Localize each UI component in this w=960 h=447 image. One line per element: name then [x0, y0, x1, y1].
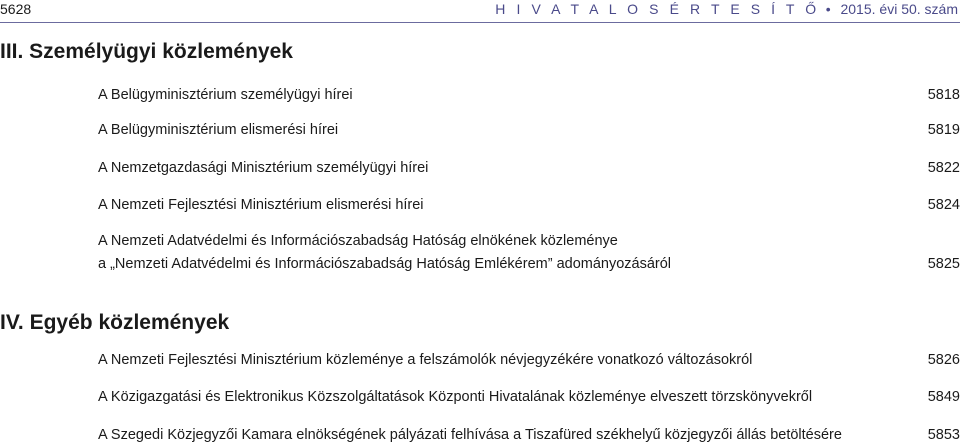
entry-title: A Közigazgatási és Elektronikus Közszolgáltatások Központi Hivatalának közleménye elveszett törzskönyvekről	[98, 389, 813, 405]
entry-page: 5824	[927, 197, 960, 213]
entry-title: A Nemzeti Fejlesztési Minisztérium közleménye a felszámolók névjegyzékére vonatkozó változásokról	[98, 352, 753, 368]
header-rule	[0, 22, 960, 23]
entry-title: A Szegedi Közjegyzői Kamara elnökségének pályázati felhívása a Tiszafüred székhelyű közjegyzői állás betöltésére	[98, 427, 842, 443]
toc-entry[interactable]	[98, 119, 960, 142]
section-title: III. Személyügyi közlemények	[0, 40, 293, 63]
page-header	[0, 0, 960, 20]
section-title: IV. Egyéb közlemények	[0, 311, 230, 334]
entry-title: A Nemzetgazdasági Minisztérium személyügyi hírei	[98, 160, 429, 176]
entry-page: 5819	[927, 122, 960, 138]
toc-entry[interactable]	[98, 386, 960, 409]
entry-page: 5849	[927, 389, 960, 405]
entry-page: 5822	[927, 160, 960, 176]
toc-entry[interactable]	[98, 349, 960, 372]
entry-page: 5818	[927, 87, 960, 103]
journal-info	[495, 1, 958, 17]
toc-entry[interactable]	[98, 424, 960, 447]
entry-title-line-1: A Nemzeti Adatvédelmi és Információszabadság Hatóság elnökének közleménye	[98, 233, 618, 249]
toc-entry[interactable]	[98, 157, 960, 180]
entry-title: A Nemzeti Fejlesztési Minisztérium elismerési hírei	[98, 197, 424, 213]
toc-entry[interactable]	[98, 230, 960, 276]
journal-title: H I V A T A L O S É R T E S Í T Ő	[495, 1, 820, 17]
entry-title: A Belügyminisztérium személyügyi hírei	[98, 87, 353, 103]
issue-label: 2015. évi 50. szám	[840, 1, 958, 17]
toc-entry[interactable]	[98, 194, 960, 217]
entry-page: 5826	[927, 352, 960, 368]
entry-page: 5825	[927, 256, 960, 272]
entry-title: A Belügyminisztérium elismerési hírei	[98, 122, 339, 138]
bullet-separator: •	[825, 1, 831, 17]
toc-entry[interactable]	[98, 84, 960, 107]
entry-page: 5853	[927, 427, 960, 443]
page-number: 5628	[0, 1, 32, 17]
entry-title-line-2: a „Nemzeti Adatvédelmi és Információszabadság Hatóság Emlékérem” adományozásáról	[98, 256, 672, 272]
